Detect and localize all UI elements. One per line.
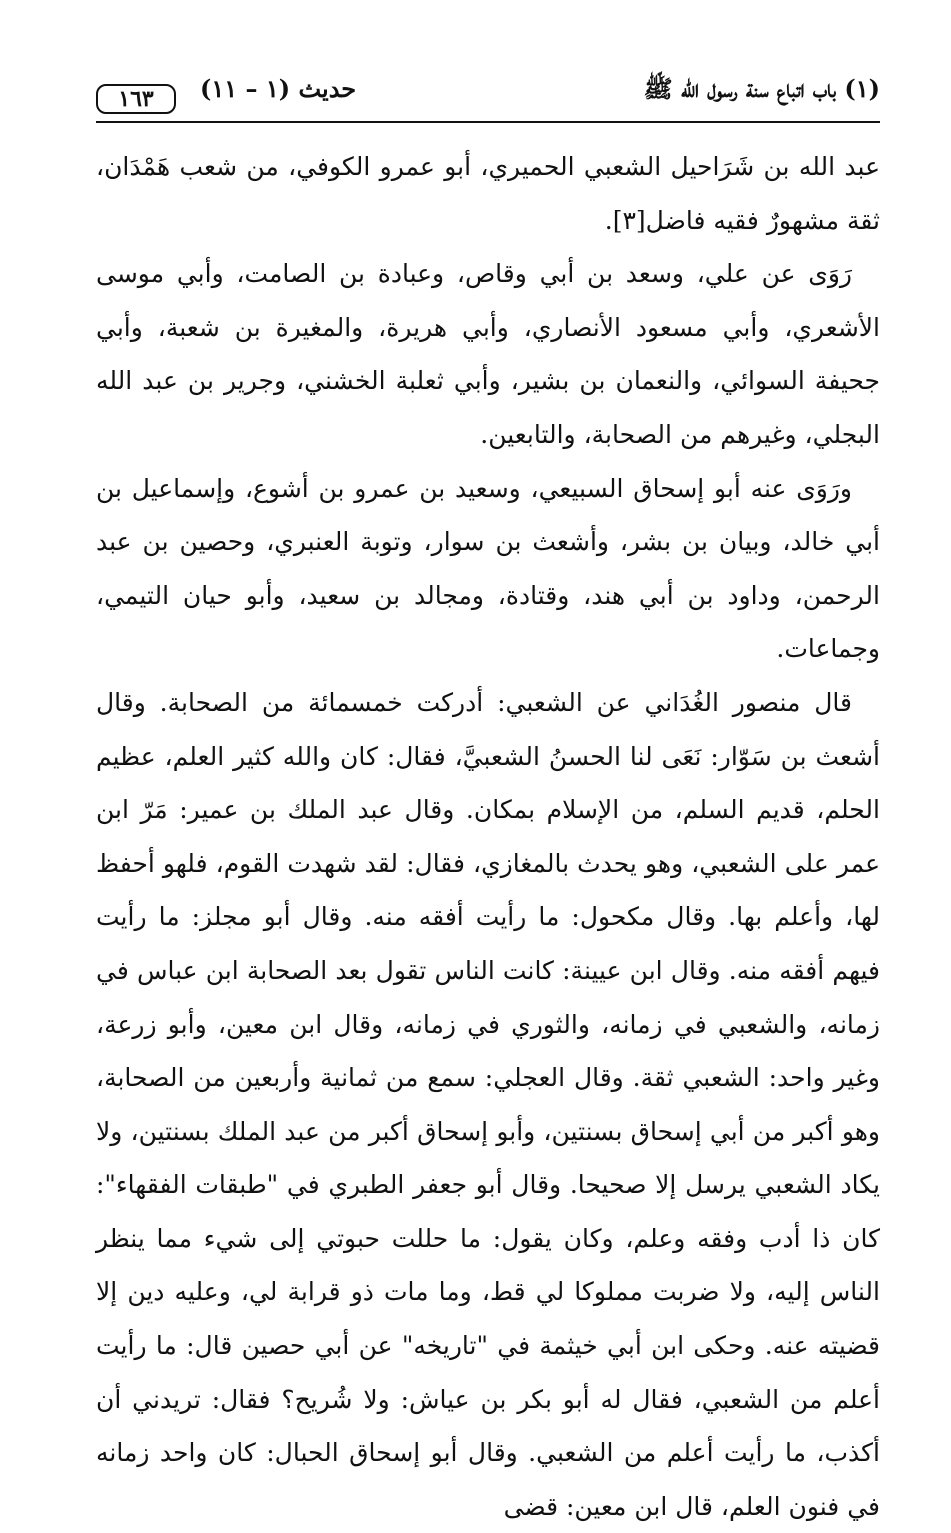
paragraph-narrated-from: رَوَى عن علي، وسعد بن أبي وقاص، وعبادة بن الصامت، وأبي موسى الأشعري، وأبي مسعود الأنصاري، وأبي هريرة، والمغيرة بن شعبة، وأبي جحيفة السوائي، والنعمان بن بشير، وأبي ثعلبة الخشني، وجرير بن عبد الله البجلي، وغيرهم من الصحابة، والتابعين. <box>96 259 880 449</box>
page-number-box: ١٦٣ <box>96 84 176 114</box>
page-header <box>96 66 880 122</box>
header-divider <box>96 121 880 123</box>
paragraph-narrator-intro: عبد الله بن شَرَاحيل الشعبي الحميري، أبو عمرو الكوفي، من شعب هَمْدَان، ثقة مشهورٌ فقيه فاضل[٣]. <box>96 152 880 235</box>
hadith-range: حديث (١ – ١١) <box>200 74 357 103</box>
chapter-title: (١) باب اتباع سنة رسول الله ﷺ <box>643 74 880 103</box>
paragraph-scholar-opinions: قال منصور الغُدَاني عن الشعبي: أدركت خمسمائة من الصحابة. وقال أشعث بن سَوّار: نَعَى لنا الحسنُ الشعبيَّ، فقال: كان والله كثير العلم، عظيم الحلم، قديم السلم، من الإسلام بمكان. وقال عبد الملك بن عمير: مَرّ ابن عمر على الشعبي، وهو يحدث بالمغازي، فقال: لقد شهدت القوم، فلهو أحفظ لها، وأعلم بها. وقال مكحول: ما رأيت أفقه منه. وقال أبو مجلز: ما رأيت فيهم أفقه منه. وقال ابن عيينة: كانت الناس تقول بعد الصحابة ابن عباس في زمانه، والشعبي في زمانه، والثوري في زمانه، وقال ابن معين، وأبو زرعة، وغير واحد: الشعبي ثقة. وقال العجلي: سمع من ثمانية وأربعين من الصحابة، وهو أكبر من أبي إسحاق بسنتين، وأبو إسحاق أكبر من عبد الملك بسنتين، ولا يكاد الشعبي يرسل إلا صحيحا. وقال أبو جعفر الطبري في "طبقات الفقهاء": كان ذا أدب وفقه وعلم، وكان يقول: ما حللت حبوتي إلى شيء مما ينظر الناس إليه، ولا ضربت مملوكا لي قط، وما مات ذو قرابة لي، وعليه دين إلا قضيته عنه. وحكى ابن أبي خيثمة في "تاريخه" عن أبي حصين قال: ما رأيت أعلم من الشعبي، فقال له أبو بكر بن عياش: ولا شُريح؟ فقال: تريدني أن أكذب، ما رأيت أعلم من الشعبي. وقال أبو إسحاق الحبال: كان واحد زمانه في فنون العلم، قال ابن معين: قضى <box>96 687 880 1521</box>
main-text <box>96 140 880 1533</box>
paragraph-narrated-by: ورَوَى عنه أبو إسحاق السبيعي، وسعيد بن عمرو بن أشوع، وإسماعيل بن أبي خالد، وبيان بن بشر، وأشعث بن سوار، وتوبة العنبري، وحصين بن عبد الرحمن، وداود بن أبي هند، وقتادة، ومجالد بن سعيد، وأبو حيان التيمي، وجماعات. <box>96 473 880 664</box>
